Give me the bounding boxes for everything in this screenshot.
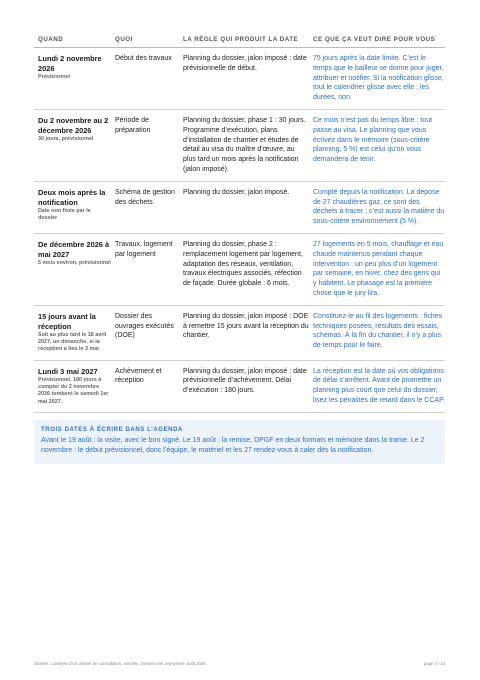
page-number: page 4 / 12 (424, 661, 445, 666)
when-date: Lundi 3 mai 2027 (38, 366, 98, 376)
when-note: Prévisionnel (38, 74, 71, 80)
header-rule: LA RÈGLE QUI PRODUIT LA DATE (183, 36, 299, 43)
meaning-cell: La réception est la date où vos obligations de délai s’arrêtent. Avant de promettre un planning plus court que celui du dossier, lisez les pénalités de retard dans le CCAP. (313, 367, 445, 405)
meaning-cell: Compté depuis la notification. La dépose de 27 chaudières gaz, ce sont des déchets à tracer ; c’est aussi la matière du sous-critère environnement (5 %). (313, 188, 445, 226)
when-date: 15 jours avant la réception (38, 311, 96, 331)
when-note: 5 mois environ, prévisionnel (38, 259, 111, 266)
what-cell: Schéma de gestion des déchets (115, 188, 175, 206)
rule-cell: Planning du dossier, phase 2 : remplacement logement par logement, adaptation des réseaux, ventilation, travaux électriques associés, réfection de façade. Durée globale : 6 mois. (183, 240, 303, 288)
footer-source: Dealien. L’analyse d’un dossier de consultation, annotée. Dossier réel anonymisé, août 2026. (34, 661, 207, 666)
when-cell (34, 182, 111, 233)
meaning-cell: Ce mois n’est pas du temps libre : tout passe au visa. Le planning que vous écrivez dans le mémoire (sous-critère planning, 5 %) est celui qu’on vous demandera de tenir. (313, 116, 433, 164)
table-row (34, 234, 445, 306)
rule-cell: Planning du dossier, jalon imposé : DOE à remettre 15 jours avant la réception du chantier. (183, 312, 309, 340)
table-row (34, 48, 445, 110)
when-note: 30 jours, prévisionnel (38, 135, 94, 142)
document-page (34, 36, 445, 464)
meaning-cell: Constituez-le au fil des logements : fiches techniques posées, résultats des essais, schémas. À la fin du chantier, il n’y a plus de temps pour le faire. (313, 312, 443, 350)
when-cell (34, 361, 111, 412)
when-date: Du 2 novembre au 2 décembre 2026 (38, 115, 109, 135)
when-note: Soit au plus tard le 18 avril 2027, un dimanche, si la réception a lieu le 3 mai (38, 331, 107, 353)
table-row (34, 361, 445, 413)
when-cell (34, 306, 111, 360)
rule-cell: Planning du dossier, jalon imposé : date prévisionnelle d’achèvement. Délai d’exécution : 180 jours. (183, 367, 307, 395)
what-cell: Période de préparation (115, 116, 151, 134)
rule-cell: Planning du dossier, phase 1 : 30 jours. Programme d’exécution, plans d’installation de chantier et études de détail au visa du maître d’œuvre, au plus tard un mois après la notification (jalon imposé). (183, 116, 306, 173)
agenda-callout (34, 420, 445, 464)
table-row (34, 110, 445, 182)
table-row (34, 182, 445, 234)
when-note: Date non fixée par le dossier (38, 207, 91, 222)
when-date: Lundi 2 novembre 2026 (38, 54, 102, 73)
what-cell: Achèvement et réception (115, 367, 162, 385)
when-note: Prévisionnel. 180 jours à compter du 2 novembre 2026 tombent le samedi 1er mai 2027. (38, 376, 109, 405)
callout-text: Avant le 19 août : la visite, avec le bon signé. Le 19 août : la remise, DPGF en deux formats et mémoire dans la trame. Le 2 novembre : le début prévisionnel, donc l’équipe, le matériel et les 27 rendez-vous à caler dès la notification. (41, 436, 425, 454)
when-date: De décembre 2026 à mai 2027 (38, 239, 110, 259)
header-meaning: CE QUE ÇA VEUT DIRE POUR VOUS (313, 36, 436, 43)
when-cell (34, 234, 111, 305)
page-footer (34, 661, 445, 666)
when-cell (34, 48, 111, 109)
meaning-cell: 75 jours après la date limite. C’est le temps que le bailleur se donne pour juger, attribuer et notifier. Si la notification glisse, tout le calendrier glisse avec elle ; les durées, non. (313, 55, 444, 102)
header-when: QUAND (38, 36, 64, 43)
meaning-cell: 27 logements en 5 mois, chauffage et eau chaude maintenus pendant chaque intervention : un peu plus d’un logement par semaine, en hiver, chez des gens qui y habitent. Le phasage est la première chose que le jury lira. (313, 240, 444, 297)
callout-title: TROIS DATES À ÉCRIRE DANS L’AGENDA (41, 426, 183, 433)
when-date: Deux mois après la notification (38, 187, 106, 207)
what-cell: Début des travaux (115, 55, 172, 62)
when-cell (34, 110, 111, 181)
header-what: QUOI (115, 36, 133, 43)
rule-cell: Planning du dossier, jalon imposé : date prévisionnelle de début. (183, 55, 307, 72)
table-row (34, 306, 445, 361)
what-cell: Dossier des ouvrages exécutés (DOE) (115, 312, 174, 340)
rule-cell: Planning du dossier, jalon imposé. (183, 188, 290, 196)
what-cell: Travaux, logement par logement (115, 240, 173, 258)
table-header (34, 36, 445, 48)
